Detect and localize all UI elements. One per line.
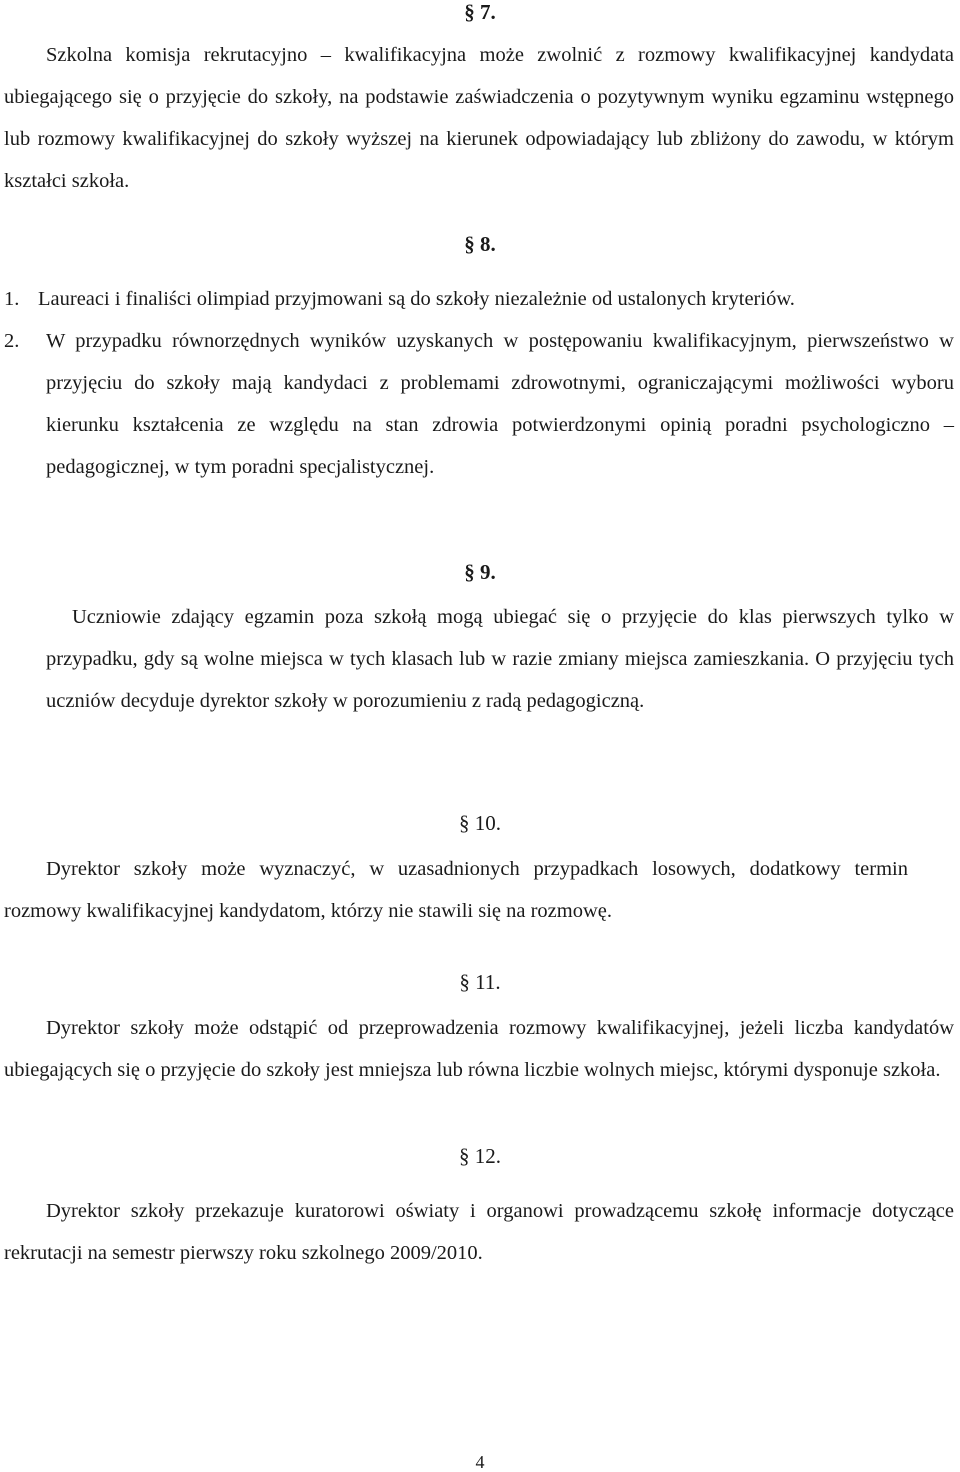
section-12-heading: § 12. bbox=[459, 1144, 501, 1168]
section-11-heading: § 11. bbox=[459, 970, 501, 994]
section-11-paragraph: Dyrektor szkoły może odstąpić od przeprowadzenia rozmowy kwalifikacyjnej, jeżeli liczba kandydatów ubiegających się o przyjęcie do szkoły jest mniejsza lub równa liczbie wolnych miejsc, którymi dysponuje szkoła. bbox=[4, 1017, 954, 1081]
section-12-paragraph: Dyrektor szkoły przekazuje kuratorowi oświaty i organowi prowadzącemu szkołę informacje dotyczące rekrutacji na semestr pierwszy roku szkolnego 2009/2010. bbox=[4, 1200, 954, 1264]
section-7-paragraph: Szkolna komisja rekrutacyjno – kwalifikacyjna może zwolnić z rozmowy kwalifikacyjnej kandydata ubiegającego się o przyjęcie do szkoły, na podstawie zaświadczenia o pozytywnym wyniku egzaminu wstępnego lub rozmowy kwalifikacyjnej do szkoły wyższej na kierunek odpowiadający lub zbliżony do zawodu, w którym kształci szkoła. bbox=[4, 44, 954, 192]
section-9-heading: § 9. bbox=[464, 560, 496, 584]
section-10-heading: § 10. bbox=[459, 811, 501, 835]
section-7-heading: § 7. bbox=[464, 0, 496, 24]
section-10-paragraph: Dyrektor szkoły może wyznaczyć, w uzasadnionych przypadkach losowych, dodatkowy termin rozmowy kwalifikacyjnej kandydatom, którzy nie stawili się na rozmowę. bbox=[4, 858, 908, 922]
section-8-item-2: 2. W przypadku równorzędnych wyników uzyskanych w postępowaniu kwalifikacyjnym, pierwszeństwo w przyjęciu do szkoły mają kandydaci z problemami zdrowotnymi, ograniczającymi możliwości wyboru kierunku kształcenia ze względu na stan zdrowia potwierdzonymi opinią poradni psychologiczno – pedagogicznej, w tym poradni specjalistycznej. bbox=[4, 330, 954, 478]
page-number: 4 bbox=[475, 1452, 485, 1472]
section-8-item-1: 1. Laureaci i finaliści olimpiad przyjmowani są do szkoły niezależnie od ustalonych kryteriów. bbox=[4, 288, 795, 310]
section-8-heading: § 8. bbox=[464, 232, 496, 256]
section-9-paragraph: Uczniowie zdający egzamin poza szkołą mogą ubiegać się o przyjęcie do klas pierwszych tylko w przypadku, gdy są wolne miejsca w tych klasach lub w razie zmiany miejsca zamieszkania. O przyjęciu tych uczniów decyduje dyrektor szkoły w porozumieniu z radą pedagogiczną. bbox=[46, 606, 954, 712]
